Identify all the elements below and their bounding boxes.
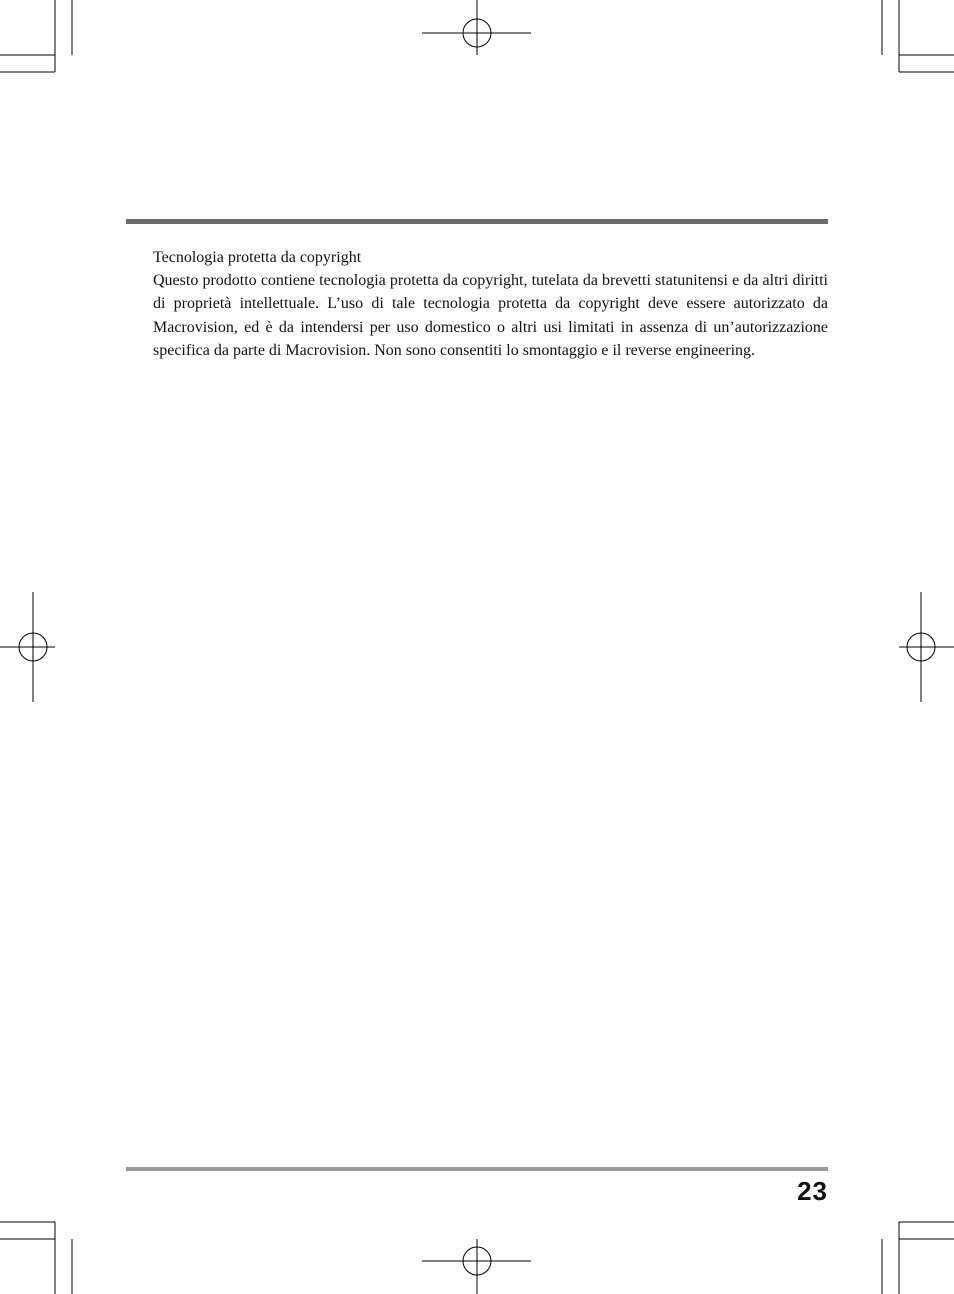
registration-mark-right <box>899 592 954 702</box>
section-body: Questo prodotto contiene tecnologia protetta da copyright, tutelata da brevetti statunitensi e da altri diritti di proprietà intellettuale. L’uso di tale tecnologia protetta da copyright deve essere autorizzato da Macrovision, ed è da intendersi per uso domestico o altri usi limitati in assenza di un’autorizzazione specifica da parte di Macrovision. Non sono consentiti lo smontaggio e il reverse engineering. <box>153 272 828 359</box>
footer-rule <box>126 1167 828 1171</box>
registration-mark-bottom <box>422 1239 531 1294</box>
section-heading: Tecnologia protetta da copyright <box>153 249 362 266</box>
header-rule <box>126 219 828 224</box>
page-number: 23 <box>797 1176 828 1206</box>
registration-mark-left <box>0 592 55 702</box>
registration-mark-top <box>422 0 531 55</box>
document-content <box>153 246 828 362</box>
